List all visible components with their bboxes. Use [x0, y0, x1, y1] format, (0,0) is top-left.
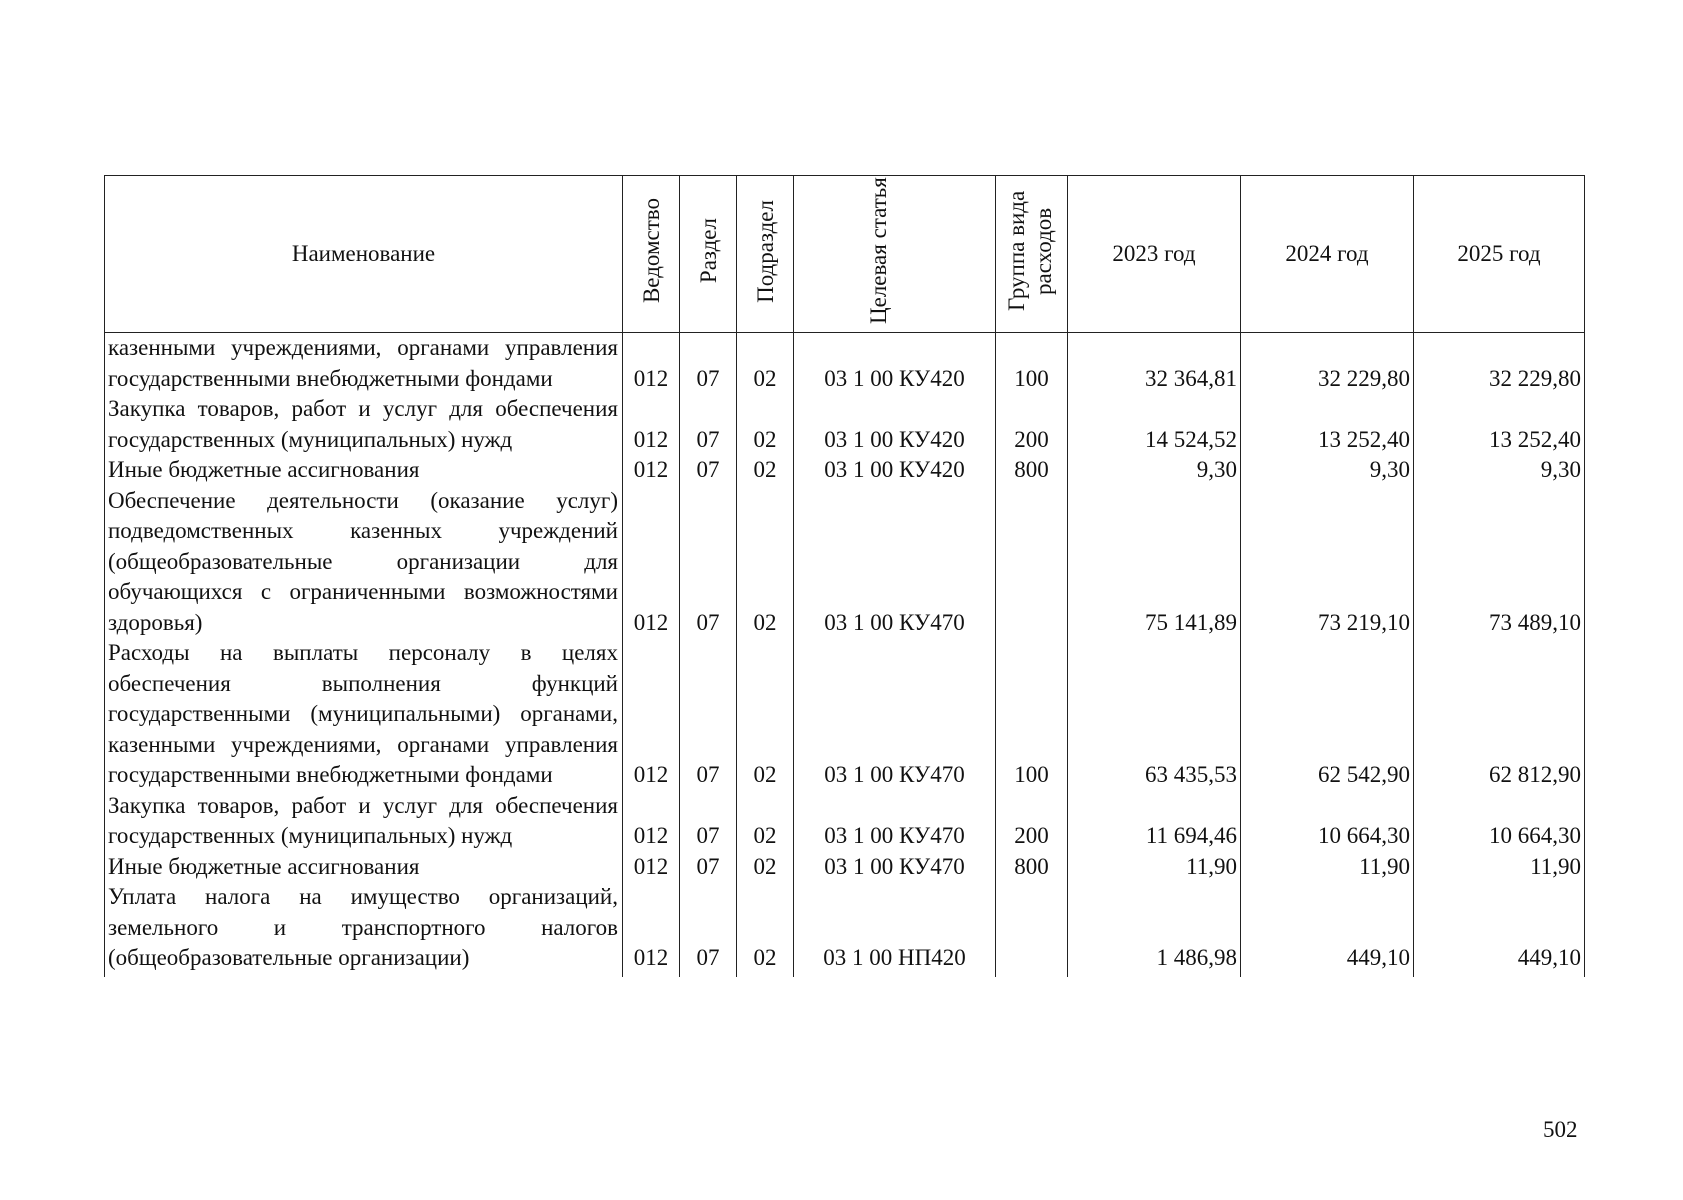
page-number: 502: [1543, 1117, 1578, 1142]
row-2024: 449,10: [1241, 882, 1414, 977]
row-podrazdel: 02: [737, 333, 794, 395]
row-2023: 9,30: [1068, 455, 1241, 486]
row-2023: 11 694,46: [1068, 791, 1241, 852]
row-2025: 73 489,10: [1414, 486, 1585, 639]
row-podrazdel: 02: [737, 486, 794, 639]
row-2025: 32 229,80: [1414, 333, 1585, 395]
table-row: [105, 791, 1585, 852]
table-row: [105, 455, 1585, 486]
header-2024: 2024 год: [1241, 176, 1414, 333]
row-2025: 13 252,40: [1414, 394, 1585, 455]
row-name: Иные бюджетные ассигнования: [105, 852, 623, 883]
row-vedomstvo: 012: [623, 394, 680, 455]
row-podrazdel: 02: [737, 455, 794, 486]
row-2025: 10 664,30: [1414, 791, 1585, 852]
header-2025: 2025 год: [1414, 176, 1585, 333]
row-razdel: 07: [680, 638, 737, 791]
row-vedomstvo: 012: [623, 882, 680, 977]
table-row: [105, 333, 1585, 395]
row-vedomstvo: 012: [623, 486, 680, 639]
row-2024: 9,30: [1241, 455, 1414, 486]
row-celevaya-statya: 03 1 00 КУ420: [794, 455, 996, 486]
row-2024: 32 229,80: [1241, 333, 1414, 395]
row-vedomstvo: 012: [623, 638, 680, 791]
row-name: Уплата налога на имущество организаций, земельного и транспортного налогов (общеобразовательные организации): [105, 882, 623, 977]
row-gruppa: 200: [996, 791, 1068, 852]
row-gruppa: 800: [996, 852, 1068, 883]
table-row: [105, 882, 1585, 977]
row-2023: 11,90: [1068, 852, 1241, 883]
table-row: [105, 394, 1585, 455]
row-razdel: 07: [680, 852, 737, 883]
row-2024: 11,90: [1241, 852, 1414, 883]
header-gruppa-vida-rashodov: Группа вида расходов: [996, 176, 1068, 333]
row-2023: 32 364,81: [1068, 333, 1241, 395]
row-gruppa: 100: [996, 333, 1068, 395]
row-name: Закупка товаров, работ и услуг для обеспечения государственных (муниципальных) нужд: [105, 394, 623, 455]
row-podrazdel: 02: [737, 638, 794, 791]
row-name: Иные бюджетные ассигнования: [105, 455, 623, 486]
row-podrazdel: 02: [737, 394, 794, 455]
row-2025: 449,10: [1414, 882, 1585, 977]
row-celevaya-statya: 03 1 00 КУ420: [794, 394, 996, 455]
row-vedomstvo: 012: [623, 791, 680, 852]
header-name: Наименование: [105, 176, 623, 333]
row-2023: 63 435,53: [1068, 638, 1241, 791]
header-vedomstvo: Ведомство: [623, 176, 680, 333]
row-2024: 73 219,10: [1241, 486, 1414, 639]
row-razdel: 07: [680, 394, 737, 455]
row-name: Обеспечение деятельности (оказание услуг) подведомственных казенных учреждений (общеобразовательные организации для обучающихся с ограниченными возможностями здоровья): [105, 486, 623, 639]
row-razdel: 07: [680, 486, 737, 639]
row-podrazdel: 02: [737, 882, 794, 977]
header-podrazdel: Подраздел: [737, 176, 794, 333]
row-razdel: 07: [680, 791, 737, 852]
row-2023: 75 141,89: [1068, 486, 1241, 639]
row-vedomstvo: 012: [623, 455, 680, 486]
row-podrazdel: 02: [737, 852, 794, 883]
row-gruppa: 100: [996, 638, 1068, 791]
header-celevaya-statya: Целевая статья: [794, 176, 996, 333]
row-celevaya-statya: 03 1 00 КУ470: [794, 852, 996, 883]
row-2025: 62 812,90: [1414, 638, 1585, 791]
header-razdel: Раздел: [680, 176, 737, 333]
row-celevaya-statya: 03 1 00 КУ420: [794, 333, 996, 395]
row-gruppa: 200: [996, 394, 1068, 455]
row-gruppa: [996, 882, 1068, 977]
row-vedomstvo: 012: [623, 333, 680, 395]
row-2024: 62 542,90: [1241, 638, 1414, 791]
budget-table: [104, 175, 1585, 977]
row-name: Расходы на выплаты персоналу в целях обеспечения выполнения функций государственными (муниципальными) органами, казенными учреждениями, органами управления государственными внебюджетными фондами: [105, 638, 623, 791]
row-gruppa: 800: [996, 455, 1068, 486]
row-name: Закупка товаров, работ и услуг для обеспечения государственных (муниципальных) нужд: [105, 791, 623, 852]
table-row: [105, 638, 1585, 791]
row-podrazdel: 02: [737, 791, 794, 852]
row-2023: 1 486,98: [1068, 882, 1241, 977]
row-celevaya-statya: 03 1 00 КУ470: [794, 486, 996, 639]
row-2025: 11,90: [1414, 852, 1585, 883]
row-2024: 10 664,30: [1241, 791, 1414, 852]
row-razdel: 07: [680, 882, 737, 977]
row-razdel: 07: [680, 455, 737, 486]
header-2023: 2023 год: [1068, 176, 1241, 333]
table-row: [105, 486, 1585, 639]
row-gruppa: [996, 486, 1068, 639]
row-celevaya-statya: 03 1 00 КУ470: [794, 638, 996, 791]
table-row: [105, 852, 1585, 883]
row-razdel: 07: [680, 333, 737, 395]
header-row: [105, 176, 1585, 333]
row-celevaya-statya: 03 1 00 КУ470: [794, 791, 996, 852]
row-2023: 14 524,52: [1068, 394, 1241, 455]
row-2025: 9,30: [1414, 455, 1585, 486]
row-name: казенными учреждениями, органами управления государственными внебюджетными фондами: [105, 333, 623, 395]
row-2024: 13 252,40: [1241, 394, 1414, 455]
row-vedomstvo: 012: [623, 852, 680, 883]
row-celevaya-statya: 03 1 00 НП420: [794, 882, 996, 977]
